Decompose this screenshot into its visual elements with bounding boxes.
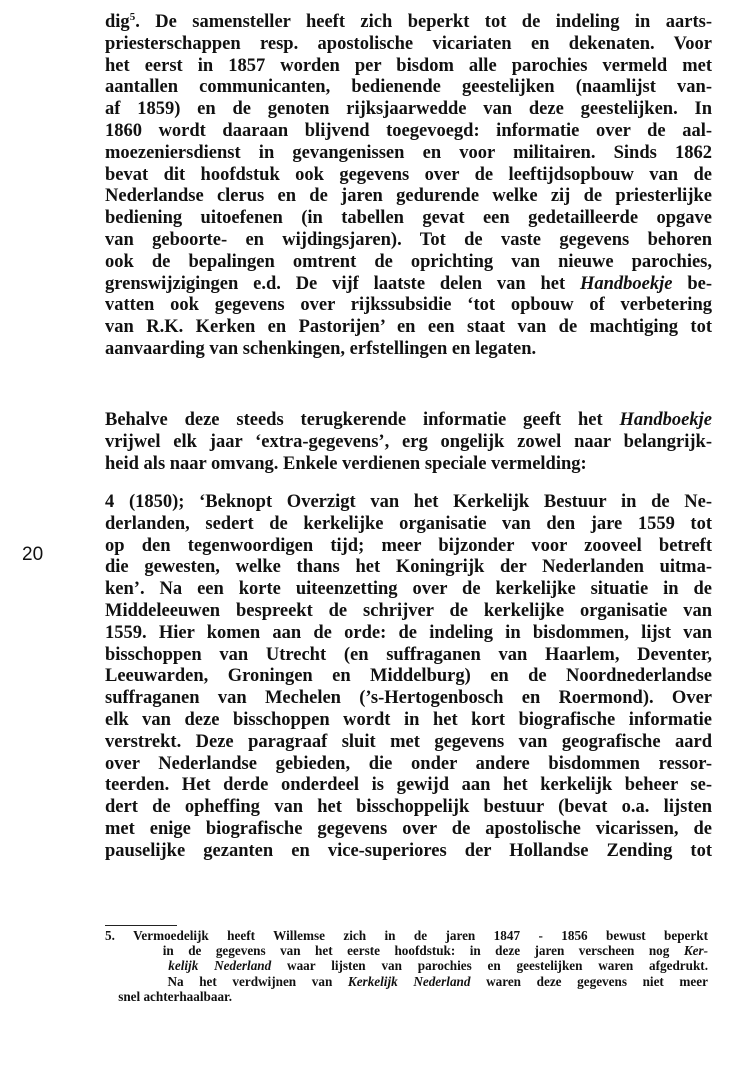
- text-line: [105, 710, 712, 732]
- text-segment: waar lijsten van parochies en geestelijken waren afgedrukt.: [271, 958, 708, 974]
- text-segment: [105, 958, 168, 973]
- text-segment: ken’. Na een korte uiteenzetting over de kerkelijke situatie in de: [105, 579, 712, 600]
- text-segment: pauselijke gezanten en vice-superiores der Hollandse Zending tot: [105, 840, 712, 861]
- text-line: [105, 775, 712, 797]
- text-segment: 5. Vermoedelijk heeft Willemse zich in de jaren 1847 - 1856 bewust beperkt: [105, 928, 708, 943]
- text-line: [105, 317, 712, 339]
- text-segment: vrijwel elk jaar ‘extra-gegevens’, erg ongelijk zowel naar belangrijk-: [105, 431, 712, 452]
- text-line: [105, 208, 712, 230]
- italic-text: kelijk Nederland: [168, 958, 272, 974]
- text-segment: waren deze gegevens niet meer: [470, 973, 708, 989]
- text-segment: be-: [672, 273, 712, 294]
- text-segment: . De samensteller heeft zich beperkt tot de indeling in aarts-: [135, 12, 712, 32]
- text-line: [105, 143, 712, 165]
- text-segment: van geboorte- en wijdingsjaren). Tot de vaste gegevens behoren: [105, 229, 712, 250]
- text-segment: dert de opheffing van het bisschoppelijk bestuur (bevat o.a. lijsten: [105, 797, 712, 818]
- page-number: 20: [22, 544, 44, 565]
- text-line: [105, 841, 712, 863]
- text-line: [105, 339, 712, 361]
- italic-text: Handboekje: [579, 273, 673, 294]
- text-line: [105, 579, 712, 601]
- text-segment: in de gegevens van het eerste hoofdstuk: in deze jaren verscheen nog: [105, 943, 684, 959]
- text-line: [105, 797, 712, 819]
- text-segment: aanvaarding van schenkingen, erfstellingen en legaten.: [105, 338, 537, 359]
- text-segment: vatten ook gegevens over rijkssubsidie ‘tot opbouw of verbetering: [105, 295, 712, 316]
- text-segment: bevat dit hoofdstuk ook gegevens over de leeftijdsopbouw van de: [105, 164, 712, 185]
- text-line: [105, 732, 712, 754]
- text-line: [105, 186, 712, 208]
- text-line: [105, 557, 712, 579]
- text-segment: moezeniersdienst in gevangenissen en voor militairen. Sinds 1862: [105, 142, 712, 163]
- text-line: [105, 410, 712, 432]
- text-line: [105, 601, 712, 623]
- text-segment: Na het verdwijnen van: [105, 973, 348, 989]
- text-segment: derlanden, sedert de kerkelijke organisatie van den jare 1559 tot: [105, 513, 712, 534]
- text-line: [105, 536, 712, 558]
- text-line: [105, 819, 712, 841]
- text-line: [105, 99, 712, 121]
- text-line: [105, 645, 712, 667]
- text-line: [105, 943, 708, 958]
- text-segment: aantallen communicanten, bedienende geestelijken (naamlijst van-: [105, 77, 712, 98]
- footnote-divider: [105, 925, 177, 926]
- italic-text: Ker-: [683, 943, 708, 959]
- text-segment: 1559. Hier komen aan de orde: de indeling in bisdommen, lijst van: [105, 622, 712, 643]
- text-segment: verstrekt. Deze paragraaf sluit met gegevens van geografische aard: [105, 731, 712, 752]
- paragraph-2: [105, 410, 712, 475]
- text-segment: over Nederlandse gebieden, die onder andere bisdommen ressor-: [105, 753, 712, 774]
- text-line: [105, 295, 712, 317]
- text-line: [105, 230, 712, 252]
- text-line: [105, 12, 712, 34]
- text-segment: teerden. Het derde onderdeel is gewijd aan het kerkelijk beheer se-: [105, 775, 712, 796]
- text-line: [105, 928, 708, 943]
- text-line: [105, 454, 712, 476]
- text-segment: Leeuwarden, Groningen en Middelburg) en de Noordnederlandse: [105, 666, 712, 687]
- paragraph-1: [105, 12, 712, 361]
- text-segment: suffraganen van Mechelen (’s-Hertogenbosch en Roermond). Over: [105, 688, 712, 709]
- text-segment: 1860 wordt daaraan blijvend toegevoegd: informatie over de aal-: [105, 120, 712, 141]
- text-segment: ook de bepalingen omtrent de oprichting van nieuwe parochies,: [105, 251, 712, 272]
- text-segment: snel achterhaalbaar.: [105, 988, 232, 1004]
- text-line: [105, 252, 712, 274]
- text-line: [105, 432, 712, 454]
- text-segment: het eerst in 1857 worden per bisdom alle parochies vermeld met: [105, 55, 712, 76]
- text-line: [105, 165, 712, 187]
- text-line: [105, 121, 712, 143]
- footnote-reference: 5: [129, 10, 136, 23]
- text-segment: Nederlandse clerus en de jaren gedurende welke zij de priesterlijke: [105, 186, 712, 207]
- text-line: [105, 623, 712, 645]
- italic-text: Handboekje: [619, 410, 712, 430]
- text-segment: grenswijzigingen e.d. De vijf laatste delen van het: [105, 273, 580, 294]
- text-segment: die gewesten, welke thans het Koningrijk der Nederlanden uitma-: [105, 557, 712, 578]
- text-segment: heid als naar omvang. Enkele verdienen speciale vermelding:: [105, 453, 587, 474]
- text-line: [105, 34, 712, 56]
- text-line: [105, 989, 708, 1004]
- text-segment: van R.K. Kerken en Pastorijen’ en een staat van de machtiging tot: [105, 317, 712, 338]
- text-line: [105, 274, 712, 296]
- text-segment: dig: [105, 12, 130, 32]
- text-segment: priesterschappen resp. apostolische vicariaten en dekenaten. Voor: [105, 33, 712, 54]
- footnote: [105, 928, 708, 1004]
- text-segment: elk van deze bisschoppen wordt in het kort biografische informatie: [105, 709, 712, 730]
- text-segment: Middeleeuwen bespreekt de schrijver de kerkelijke organisatie van: [105, 600, 712, 621]
- text-segment: bediening uitoefenen (in tabellen gevat een gedetailleerde opgave: [105, 208, 712, 229]
- italic-text: Kerkelijk Nederland: [347, 973, 471, 989]
- text-segment: 4 (1850); ‘Beknopt Overzigt van het Kerkelijk Bestuur in de Ne-: [105, 492, 712, 512]
- text-segment: bisschoppen van Utrecht (en suffraganen van Haarlem, Deventer,: [105, 644, 712, 665]
- text-segment: Behalve deze steeds terugkerende informatie geeft het: [105, 410, 620, 430]
- text-line: [105, 754, 712, 776]
- text-line: [105, 492, 712, 514]
- text-line: [105, 958, 708, 973]
- text-line: [105, 56, 712, 78]
- text-line: [105, 514, 712, 536]
- text-segment: op den tegenwoordigen tijd; meer bijzonder voor zooveel betreft: [105, 535, 712, 556]
- text-segment: af 1859) en de genoten rijksjaarwedde van deze geestelijken. In: [105, 99, 712, 120]
- paragraph-3: [105, 492, 712, 863]
- text-segment: met enige biografische gegevens over de apostolische vicarissen, de: [105, 818, 712, 839]
- text-line: [105, 688, 712, 710]
- text-line: [105, 77, 712, 99]
- text-line: [105, 974, 708, 989]
- text-line: [105, 666, 712, 688]
